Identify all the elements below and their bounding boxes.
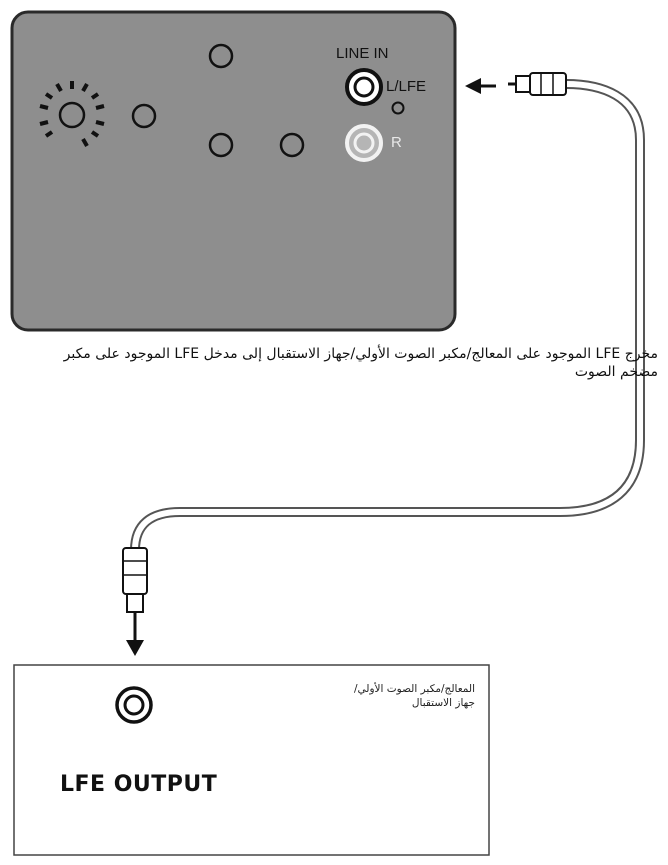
source-device-caption [300,682,475,710]
right-input-jack [347,126,381,160]
lfe-input-jack [347,70,381,104]
rca-plug-top [508,73,566,95]
source-device-caption-line2: جهاز الاستقبال [411,697,475,709]
subwoofer-panel [12,12,455,330]
right-jack-label: R [391,134,402,151]
rca-plug-bottom [123,548,147,624]
lfe-output-label: LFE OUTPUT [60,772,218,797]
left-lfe-label: L/LFE [386,78,427,95]
lfe-output-jack [117,688,151,722]
arrow-left-icon [465,78,496,94]
line-in-label: LINE IN [336,45,389,62]
connection-caption: مخرج LFE الموجود على المعالج/مكبر الصوت الأولي/جهاز الاستقبال إلى مدخل LFE الموجود على مكبر مضخم الصوت [63,346,658,380]
source-device-caption-line1: المعالج/مكبر الصوت الأولي/ [353,683,475,695]
arrow-down-icon [126,624,144,656]
